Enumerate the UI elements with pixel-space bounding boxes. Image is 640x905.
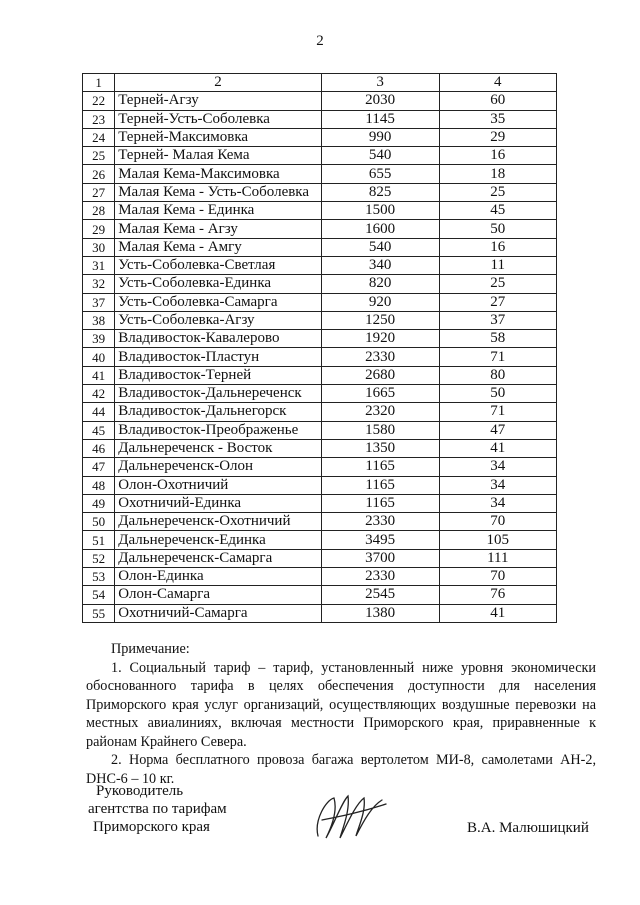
value-col4: 70: [439, 513, 556, 531]
row-number: 55: [83, 604, 115, 622]
route-name: Малая Кема - Усть-Соболевка: [115, 183, 321, 201]
value-col4: 111: [439, 549, 556, 567]
route-name: Терней-Агзу: [115, 92, 321, 110]
route-name: Владивосток-Дальнегорск: [115, 403, 321, 421]
value-col3: 2030: [321, 92, 439, 110]
value-col4: 16: [439, 147, 556, 165]
value-col3: 3495: [321, 531, 439, 549]
value-col4: 47: [439, 421, 556, 439]
value-col4: 71: [439, 403, 556, 421]
value-col4: 34: [439, 476, 556, 494]
table-row: [83, 348, 557, 366]
row-number: 40: [83, 348, 115, 366]
row-number: 45: [83, 421, 115, 439]
position-line: Приморского края: [93, 819, 210, 835]
table-header-row: [83, 74, 557, 92]
note-item: 2. Норма бесплатного провоза багажа вертолетом МИ-8, самолетами АН-2, DHC-6 – 10 кг.: [86, 752, 596, 787]
tariff-table: [82, 73, 557, 623]
route-name: Владивосток-Терней: [115, 366, 321, 384]
row-number: 47: [83, 458, 115, 476]
value-col3: 1165: [321, 476, 439, 494]
table-row: [83, 604, 557, 622]
value-col4: 50: [439, 385, 556, 403]
table-row: [83, 92, 557, 110]
value-col3: 2320: [321, 403, 439, 421]
value-col4: 60: [439, 92, 556, 110]
row-number: 46: [83, 439, 115, 457]
notes-title: Примечание:: [111, 641, 190, 657]
row-number: 38: [83, 311, 115, 329]
row-number: 26: [83, 165, 115, 183]
route-name: Владивосток-Дальнереченск: [115, 385, 321, 403]
route-name: Охотничий-Единка: [115, 494, 321, 512]
value-col4: 35: [439, 110, 556, 128]
table-row: [83, 568, 557, 586]
table-row: [83, 366, 557, 384]
value-col3: 990: [321, 128, 439, 146]
value-col4: 41: [439, 604, 556, 622]
table-row: [83, 403, 557, 421]
row-number: 51: [83, 531, 115, 549]
value-col3: 540: [321, 238, 439, 256]
route-name: Дальнереченск - Восток: [115, 439, 321, 457]
route-name: Дальнереченск-Единка: [115, 531, 321, 549]
value-col3: 1145: [321, 110, 439, 128]
value-col3: 1600: [321, 220, 439, 238]
value-col4: 41: [439, 439, 556, 457]
route-name: Владивосток-Преображенье: [115, 421, 321, 439]
route-name: Дальнереченск-Охотничий: [115, 513, 321, 531]
value-col3: 920: [321, 293, 439, 311]
row-number: 31: [83, 256, 115, 274]
table-row: [83, 476, 557, 494]
position-line: агентства по тарифам: [88, 801, 227, 817]
route-name: Малая Кема - Агзу: [115, 220, 321, 238]
row-number: 29: [83, 220, 115, 238]
signatory-name: В.А. Малюшицкий: [467, 820, 589, 836]
table-row: [83, 110, 557, 128]
route-name: Дальнереченск-Олон: [115, 458, 321, 476]
value-col3: 825: [321, 183, 439, 201]
row-number: 28: [83, 202, 115, 220]
value-col3: 1500: [321, 202, 439, 220]
row-number: 42: [83, 385, 115, 403]
position-line: Руководитель: [96, 783, 184, 799]
table-row: [83, 458, 557, 476]
table-row: [83, 385, 557, 403]
value-col4: 11: [439, 256, 556, 274]
header-cell: 1: [83, 74, 115, 92]
handwritten-signature: [312, 790, 392, 842]
row-number: 27: [83, 183, 115, 201]
table-row: [83, 513, 557, 531]
table-row: [83, 275, 557, 293]
value-col4: 25: [439, 275, 556, 293]
page-number: 2: [316, 33, 324, 49]
route-name: Малая Кема - Амгу: [115, 238, 321, 256]
row-number: 54: [83, 586, 115, 604]
route-name: Усть-Соболевка-Агзу: [115, 311, 321, 329]
note-item: 1. Социальный тариф – тариф, установленный ниже уровня экономически обоснованного тарифа в целях обеспечения доступности для населения Приморского края услуг организаций, осуществляющих воздушные перевозки на местных авиалиниях, включая местности Приморского края, приравненные к районам Крайнего Севера.: [86, 659, 596, 750]
route-name: Терней-Максимовка: [115, 128, 321, 146]
value-col4: 70: [439, 568, 556, 586]
value-col4: 105: [439, 531, 556, 549]
route-name: Терней- Малая Кема: [115, 147, 321, 165]
route-name: Охотничий-Самарга: [115, 604, 321, 622]
value-col4: 18: [439, 165, 556, 183]
table-row: [83, 439, 557, 457]
value-col3: 2330: [321, 348, 439, 366]
table-row: [83, 238, 557, 256]
row-number: 24: [83, 128, 115, 146]
row-number: 25: [83, 147, 115, 165]
table-row: [83, 293, 557, 311]
value-col4: 27: [439, 293, 556, 311]
value-col3: 1380: [321, 604, 439, 622]
route-name: Усть-Соболевка-Единка: [115, 275, 321, 293]
value-col3: 2545: [321, 586, 439, 604]
row-number: 32: [83, 275, 115, 293]
signatory-position: [88, 782, 227, 836]
row-number: 48: [83, 476, 115, 494]
table-row: [83, 128, 557, 146]
table-row: [83, 531, 557, 549]
route-name: Усть-Соболевка-Самарга: [115, 293, 321, 311]
value-col4: 80: [439, 366, 556, 384]
row-number: 39: [83, 330, 115, 348]
value-col3: 1165: [321, 458, 439, 476]
value-col3: 1350: [321, 439, 439, 457]
table-row: [83, 549, 557, 567]
table-row: [83, 220, 557, 238]
route-name: Олон-Самарга: [115, 586, 321, 604]
route-name: Владивосток-Пластун: [115, 348, 321, 366]
value-col3: 2680: [321, 366, 439, 384]
route-name: Олон-Единка: [115, 568, 321, 586]
value-col3: 1580: [321, 421, 439, 439]
value-col4: 34: [439, 494, 556, 512]
table-row: [83, 147, 557, 165]
value-col4: 45: [439, 202, 556, 220]
route-name: Малая Кема-Максимовка: [115, 165, 321, 183]
table-row: [83, 494, 557, 512]
table-row: [83, 165, 557, 183]
value-col4: 25: [439, 183, 556, 201]
row-number: 30: [83, 238, 115, 256]
value-col4: 29: [439, 128, 556, 146]
value-col3: 2330: [321, 568, 439, 586]
value-col3: 655: [321, 165, 439, 183]
row-number: 44: [83, 403, 115, 421]
route-name: Усть-Соболевка-Светлая: [115, 256, 321, 274]
value-col4: 50: [439, 220, 556, 238]
value-col3: 540: [321, 147, 439, 165]
value-col3: 1250: [321, 311, 439, 329]
row-number: 22: [83, 92, 115, 110]
value-col4: 71: [439, 348, 556, 366]
route-name: Владивосток-Кавалерово: [115, 330, 321, 348]
table-row: [83, 311, 557, 329]
row-number: 49: [83, 494, 115, 512]
table-row: [83, 330, 557, 348]
row-number: 23: [83, 110, 115, 128]
table-row: [83, 256, 557, 274]
row-number: 37: [83, 293, 115, 311]
value-col4: 16: [439, 238, 556, 256]
value-col4: 76: [439, 586, 556, 604]
value-col3: 1920: [321, 330, 439, 348]
value-col4: 58: [439, 330, 556, 348]
header-cell: 4: [439, 74, 556, 92]
notes-section: [86, 640, 596, 788]
table-row: [83, 421, 557, 439]
table-row: [83, 183, 557, 201]
route-name: Дальнереченск-Самарга: [115, 549, 321, 567]
table-row: [83, 202, 557, 220]
row-number: 53: [83, 568, 115, 586]
header-cell: 2: [115, 74, 321, 92]
row-number: 52: [83, 549, 115, 567]
route-name: Малая Кема - Единка: [115, 202, 321, 220]
table-row: [83, 586, 557, 604]
value-col3: 1665: [321, 385, 439, 403]
row-number: 41: [83, 366, 115, 384]
header-cell: 3: [321, 74, 439, 92]
value-col4: 34: [439, 458, 556, 476]
value-col3: 340: [321, 256, 439, 274]
value-col3: 3700: [321, 549, 439, 567]
route-name: Олон-Охотничий: [115, 476, 321, 494]
route-name: Терней-Усть-Соболевка: [115, 110, 321, 128]
row-number: 50: [83, 513, 115, 531]
value-col3: 2330: [321, 513, 439, 531]
value-col4: 37: [439, 311, 556, 329]
value-col3: 1165: [321, 494, 439, 512]
value-col3: 820: [321, 275, 439, 293]
